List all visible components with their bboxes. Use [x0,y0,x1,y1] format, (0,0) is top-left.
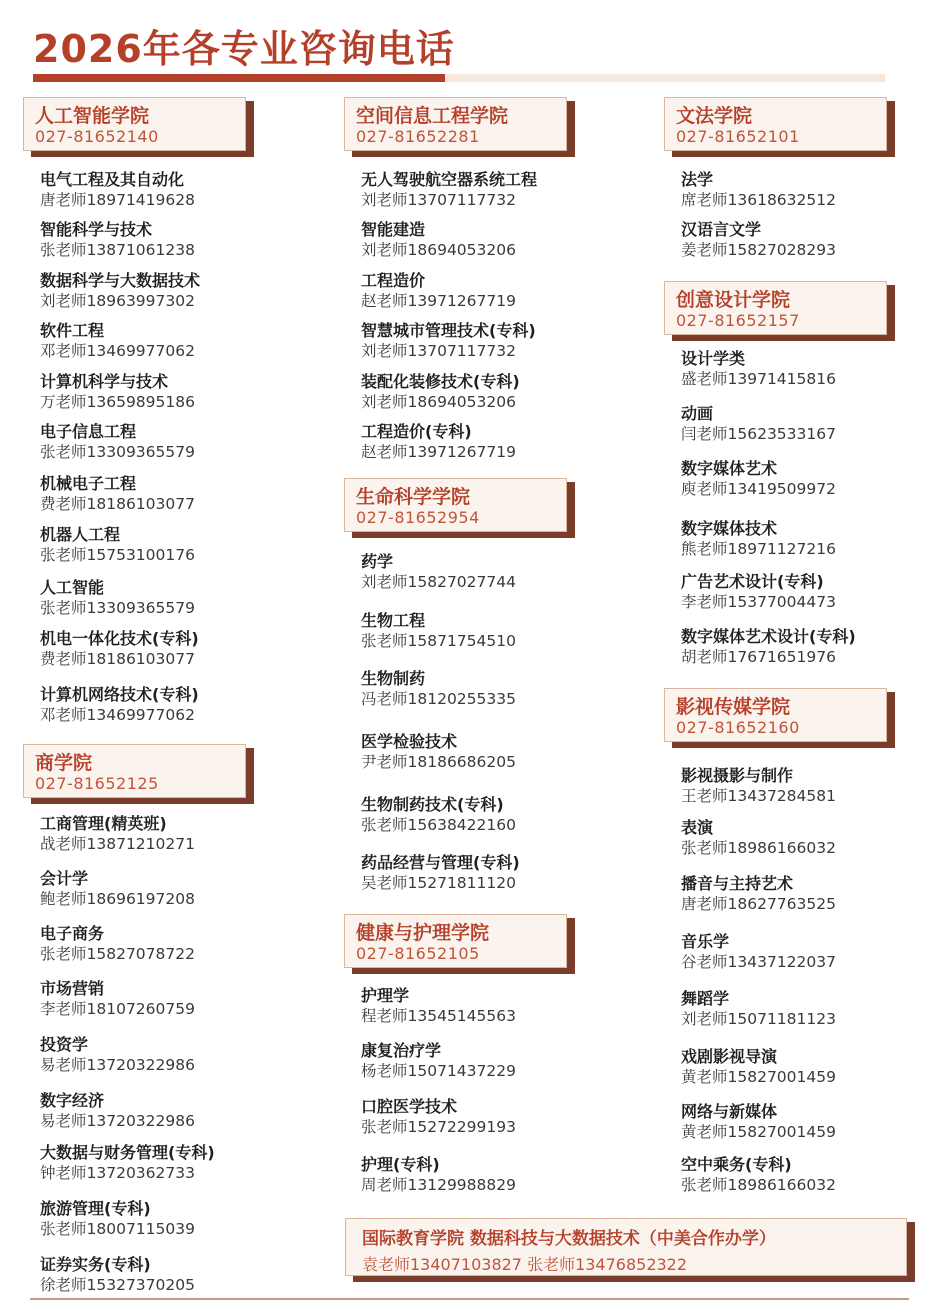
section-header [344,478,575,538]
major-name: 表演 [681,818,714,837]
major-name: 投资学 [40,1035,89,1054]
list-item [40,1255,195,1295]
list-item [681,459,836,499]
list-item [681,989,836,1029]
section-title: 商学院 [35,752,93,774]
list-item [681,1155,836,1195]
section-phone: 027-81652105 [356,944,480,963]
section-header [664,97,895,157]
major-name: 法学 [681,170,714,189]
contact-phone: 唐老师18971419628 [40,191,195,209]
major-name: 影视摄影与制作 [681,766,794,785]
contact-phone: 张老师13309365579 [40,599,195,617]
list-item [40,220,195,260]
major-name: 证券实务(专科) [40,1255,151,1274]
contact-phone: 易老师13720322986 [40,1112,195,1130]
contact-phone: 万老师13659895186 [40,393,195,411]
section-header [344,97,575,157]
list-item [361,422,516,462]
contact-phone: 刘老师15071181123 [681,1010,836,1028]
list-item [361,321,536,361]
list-item [361,1041,516,1081]
title-underline [33,74,885,82]
contact-phone: 张老师15638422160 [361,816,516,834]
section-phone: 027-81652954 [356,508,480,527]
section-phone: 027-81652125 [35,774,159,793]
list-item [681,766,836,806]
list-item [40,474,195,514]
list-item [681,220,836,260]
bottom-divider [30,1298,909,1300]
major-name: 工程造价 [361,271,426,290]
list-item [40,170,195,210]
section-phone: 027-81652140 [35,127,159,146]
list-item [681,818,836,858]
list-item [40,979,195,1019]
contact-phone: 张老师18986166032 [681,1176,836,1194]
major-name: 电气工程及其自动化 [40,170,185,189]
major-name: 市场营销 [40,979,105,998]
section-title: 健康与护理学院 [356,922,490,944]
major-name: 旅游管理(专科) [40,1199,151,1218]
major-name: 工商管理(精英班) [40,814,167,833]
contact-phone: 鲍老师18696197208 [40,890,195,908]
contact-phone: 席老师13618632512 [681,191,836,209]
page-title: 2026年各专业咨询电话 [33,27,455,71]
major-name: 生物制药技术(专科) [361,795,504,814]
section-international-education [345,1218,915,1282]
major-name: 电子商务 [40,924,105,943]
major-name: 工程造价(专科) [361,422,472,441]
major-name: 设计学类 [681,349,746,368]
major-name: 动画 [681,404,714,423]
list-item [361,795,516,835]
major-name: 空中乘务(专科) [681,1155,792,1174]
contact-phone: 费老师18186103077 [40,495,195,513]
list-item [361,372,520,412]
list-item [40,525,195,565]
contact-phone: 费老师18186103077 [40,650,195,668]
major-name: 人工智能 [40,578,105,597]
major-name: 汉语言文学 [681,220,762,239]
major-name: 数字媒体艺术 [681,459,778,478]
section-title: 影视传媒学院 [676,696,791,718]
major-name: 护理(专科) [361,1155,440,1174]
major-name: 播音与主持艺术 [681,874,794,893]
contact-phone: 刘老师13707117732 [361,191,516,209]
contact-phone: 张老师15827078722 [40,945,195,963]
major-name: 康复治疗学 [361,1041,442,1060]
contact-phone: 赵老师13971267719 [361,292,516,310]
contact-phone: 邓老师13469977062 [40,342,195,360]
list-item [361,1097,516,1137]
major-name: 数字媒体艺术设计(专科) [681,627,856,646]
contact-phone: 邓老师13469977062 [40,706,195,724]
major-name: 数字媒体技术 [681,519,778,538]
list-item [361,853,520,893]
list-item [40,685,199,725]
contact-phone: 张老师15272299193 [361,1118,516,1136]
major-name: 智能科学与技术 [40,220,153,239]
section-title: 文法学院 [676,105,753,127]
contact-phone: 熊老师18971127216 [681,540,836,558]
contact-phone: 刘老师15827027744 [361,573,516,591]
major-name: 软件工程 [40,321,105,340]
list-item [361,170,537,210]
section-header [23,744,254,804]
list-item [40,578,195,618]
list-item [681,404,836,444]
contact-phone: 刘老师18694053206 [361,241,516,259]
section-title: 创意设计学院 [676,289,791,311]
major-name: 会计学 [40,869,89,888]
contact-phone: 张老师15753100176 [40,546,195,564]
major-name: 装配化装修技术(专科) [361,372,520,391]
section-title: 人工智能学院 [35,105,150,127]
list-item [40,1091,195,1131]
major-name: 广告艺术设计(专科) [681,572,824,591]
section-header [664,688,895,748]
list-item [40,629,199,669]
contact-phone: 张老师18986166032 [681,839,836,857]
major-name: 药学 [361,552,394,571]
section-phone: 027-81652157 [676,311,800,330]
contact-phone: 赵老师13971267719 [361,443,516,461]
contact-phone: 王老师13437284581 [681,787,836,805]
contact-phone: 战老师13871210271 [40,835,195,853]
list-item [40,814,195,854]
major-name: 生物工程 [361,611,426,630]
contact-phone: 李老师18107260759 [40,1000,195,1018]
contact-phone: 易老师13720322986 [40,1056,195,1074]
contact-phone: 张老师18007115039 [40,1220,195,1238]
list-item [40,321,195,361]
major-name: 护理学 [361,986,410,1005]
list-item [40,1035,195,1075]
section-title: 生命科学学院 [356,486,471,508]
section-phone: 袁老师13407103827 张老师13476852322 [362,1255,688,1274]
list-item [361,552,516,592]
contact-phone: 张老师15871754510 [361,632,516,650]
section-phone: 027-81652281 [356,127,480,146]
list-item [681,932,836,972]
major-name: 智能建造 [361,220,426,239]
list-item [681,1102,836,1142]
major-name: 计算机网络技术(专科) [40,685,199,704]
section-header [344,914,575,974]
contact-phone: 庾老师13419509972 [681,480,836,498]
list-item [681,1047,836,1087]
section-title: 空间信息工程学院 [356,105,509,127]
list-item [361,669,516,709]
section-title: 国际教育学院 数据科技与大数据技术（中美合作办学） [362,1229,776,1249]
list-item [40,1143,215,1183]
contact-phone: 吴老师15271811120 [361,874,516,892]
major-name: 机器人工程 [40,525,121,544]
major-name: 电子信息工程 [40,422,137,441]
contact-phone: 张老师13309365579 [40,443,195,461]
major-name: 药品经营与管理(专科) [361,853,520,872]
contact-phone: 谷老师13437122037 [681,953,836,971]
contact-phone: 张老师13871061238 [40,241,195,259]
section-phone: 027-81652101 [676,127,800,146]
list-item [361,611,516,651]
contact-phone: 钟老师13720362733 [40,1164,195,1182]
contact-phone: 黄老师15827001459 [681,1123,836,1141]
list-item [681,627,856,667]
list-item [681,519,836,559]
major-name: 舞蹈学 [681,989,730,1008]
list-item [361,220,516,260]
major-name: 戏剧影视导演 [681,1047,778,1066]
major-name: 智慧城市管理技术(专科) [361,321,536,340]
contact-phone: 尹老师18186686205 [361,753,516,771]
contact-phone: 程老师13545145563 [361,1007,516,1025]
contact-phone: 刘老师13707117732 [361,342,516,360]
contact-phone: 李老师15377004473 [681,593,836,611]
contact-phone: 黄老师15827001459 [681,1068,836,1086]
list-item [361,732,516,772]
contact-phone: 刘老师18694053206 [361,393,516,411]
list-item [40,924,195,964]
major-name: 数据科学与大数据技术 [40,271,201,290]
major-name: 数字经济 [40,1091,105,1110]
major-name: 医学检验技术 [361,732,458,751]
list-item [40,271,200,311]
contact-phone: 姜老师15827028293 [681,241,836,259]
list-item [361,986,516,1026]
major-name: 生物制药 [361,669,426,688]
contact-phone: 闫老师15623533167 [681,425,836,443]
list-item [40,422,195,462]
section-header [664,281,895,341]
section-phone: 027-81652160 [676,718,800,737]
contact-phone: 徐老师15327370205 [40,1276,195,1294]
list-item [681,572,836,612]
list-item [681,170,836,210]
contact-phone: 杨老师15071437229 [361,1062,516,1080]
list-item [681,349,836,389]
list-item [361,271,516,311]
major-name: 无人驾驶航空器系统工程 [361,170,538,189]
major-name: 口腔医学技术 [361,1097,458,1116]
list-item [681,874,836,914]
list-item [40,372,195,412]
major-name: 网络与新媒体 [681,1102,778,1121]
major-name: 大数据与财务管理(专科) [40,1143,215,1162]
contact-phone: 刘老师18963997302 [40,292,195,310]
major-name: 音乐学 [681,932,730,951]
list-item [361,1155,516,1195]
list-item [40,869,195,909]
contact-phone: 周老师13129988829 [361,1176,516,1194]
major-name: 机电一体化技术(专科) [40,629,199,648]
contact-phone: 冯老师18120255335 [361,690,516,708]
contact-phone: 唐老师18627763525 [681,895,836,913]
major-name: 机械电子工程 [40,474,137,493]
contact-phone: 胡老师17671651976 [681,648,836,666]
major-name: 计算机科学与技术 [40,372,169,391]
contact-phone: 盛老师13971415816 [681,370,836,388]
section-header [23,97,254,157]
list-item [40,1199,195,1239]
